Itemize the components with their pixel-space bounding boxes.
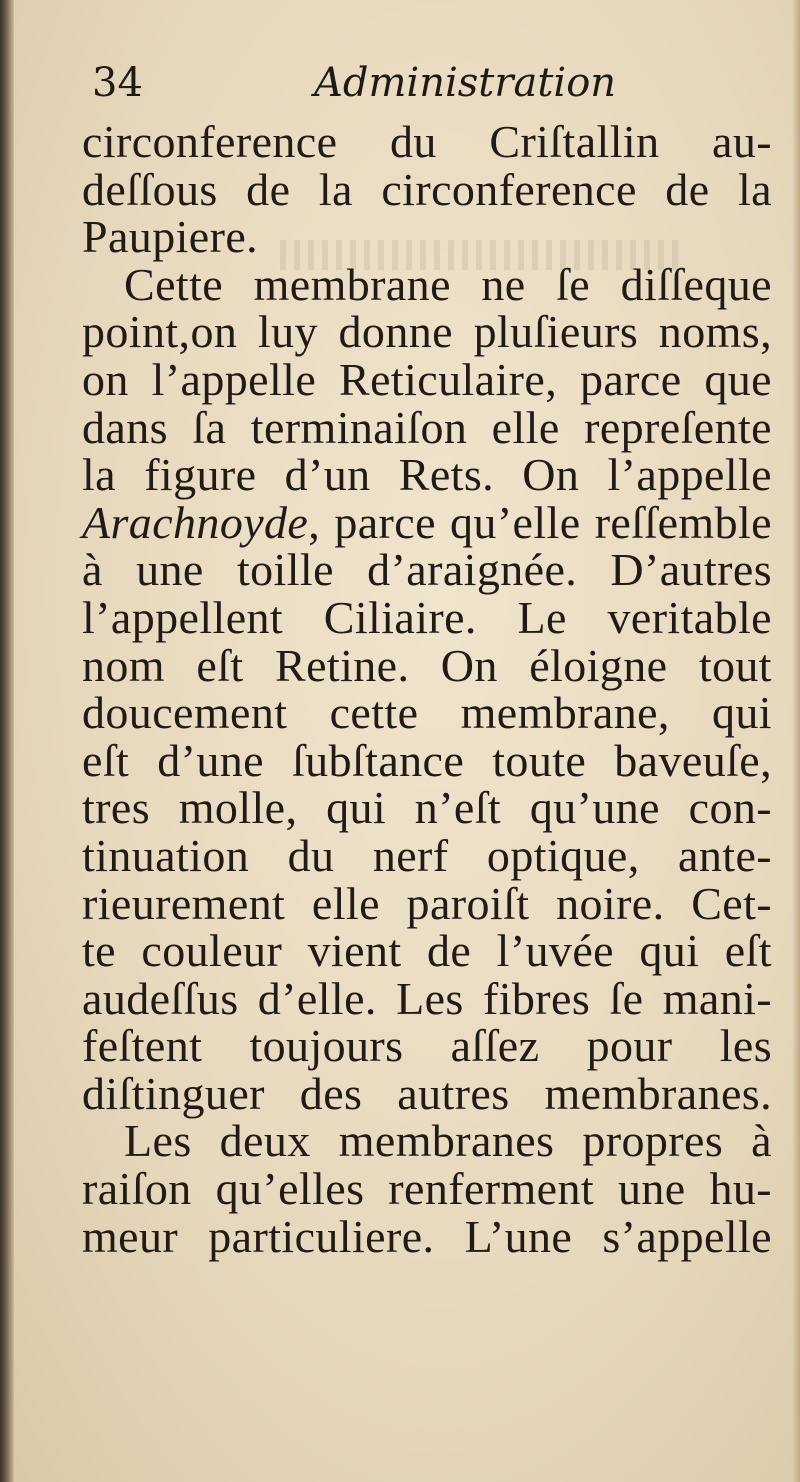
text-line: point,on luy donne pluſieurs noms,: [82, 306, 772, 358]
text-line: audeſſus d’elle. Les fibres ſe mani-: [82, 972, 772, 1024]
text-line: deſſous de la circonference de la: [82, 163, 772, 215]
page-header: [92, 60, 732, 120]
running-head: Administration: [314, 60, 617, 106]
text-line: diſtinguer des autres membranes.: [82, 1067, 772, 1119]
text-line: dans ſa terminaiſon elle repreſente: [82, 401, 772, 453]
text-line: circonference du Criſtallin au-: [82, 116, 772, 167]
text-line: Les deux membranes propres à: [124, 1115, 772, 1167]
text-line: meur particuliere. L’une s’appelle: [82, 1210, 772, 1262]
text-line: rieurement elle paroiſt noire. Cet-: [82, 877, 772, 929]
text-line: nom eſt Retine. On éloigne tout: [82, 639, 772, 691]
text-line: te couleur vient de l’uvée qui eſt: [82, 925, 772, 977]
text-line: Paupiere.: [82, 211, 259, 263]
text-line-rest: , parce qu’elle reſſemble: [308, 496, 772, 548]
text-line: l’appellent Ciliaire. Le veritable: [82, 591, 772, 643]
italic-term: Arachnoyde: [82, 496, 309, 548]
text-line: doucement cette membrane, qui: [82, 687, 772, 739]
text-line: tinuation du nerf optique, ante-: [82, 829, 772, 881]
body-text: [82, 118, 782, 1260]
page-edge: [792, 0, 800, 1482]
text-line: Cette membrane ne ſe diſſeque: [124, 258, 772, 310]
text-line: la figure d’un Rets. On l’appelle: [82, 449, 772, 501]
text-line: tres molle, qui n’eſt qu’une con-: [82, 782, 772, 834]
page-number: 34: [92, 60, 143, 106]
text-line: eſt d’une ſubſtance toute baveuſe,: [82, 734, 772, 786]
page-gutter-shadow: [0, 0, 14, 1482]
text-line: raiſon qu’elles renferment une hu-: [82, 1163, 772, 1215]
text-line: à une toille d’araignée. D’autres: [82, 544, 772, 596]
text-line: feſtent toujours aſſez pour les: [82, 1020, 772, 1072]
text-line: [82, 496, 772, 548]
text-line: on l’appelle Reticulaire, parce que: [82, 353, 772, 405]
